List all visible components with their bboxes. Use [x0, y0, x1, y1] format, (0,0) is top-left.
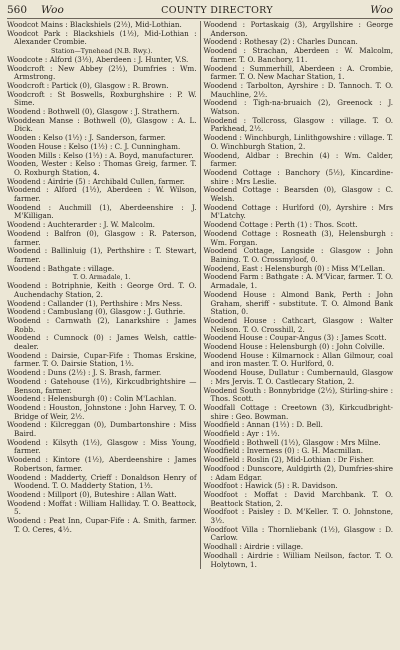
directory-entry: Woodend Cottage : Banchory (5½), Kincardine-shire : Mrs Leslie.: [203, 167, 393, 186]
directory-entry: Woodcroft : New Abbey (2½), Dumfries : Wm. Armstrong.: [7, 63, 197, 82]
directory-entry: Woodend : Moffat : William Halliday. T. O. Beattock, 5.: [7, 498, 197, 517]
directory-entry: Woodend House : Coupar-Angus (3) : James Scott.: [203, 333, 387, 343]
directory-entry: Woodend : Balfron (0), Glasgow : R. Paterson, farmer.: [7, 228, 197, 247]
directory-entry: Woodend : Portaskaig (3), Argyllshire : George Anderson.: [203, 21, 393, 38]
directory-entry: Woodcot Park : Blackshiels (1½), Mid-Lothian : Alexander Crombie.: [7, 28, 197, 47]
directory-entry: Woodend : Ballinluig (1), Perthshire : T. Stewart, farmer.: [7, 246, 197, 264]
directory-entry: Woodend : Cumnock (0) : James Welsh, cattle-dealer.: [7, 333, 197, 352]
directory-entry: Woodend : Botriphnie, Keith : George Ord. T. O. Auchendachy Station, 2.: [7, 281, 197, 299]
directory-entry: Woodend House : Almond Bank, Perth : John Graham, sheriff - substitute. T. O. Almond Bank Station, 0.: [203, 289, 393, 317]
right-column: [201, 21, 394, 569]
directory-entry: Woodfoot : Paisley : D. M'Keller. T. O. Johnstone, 3½.: [203, 507, 393, 526]
directory-entry: Woodend : Cambuslang (0), Glasgow : J. Guthrie.: [7, 307, 186, 317]
directory-entry: Woodend : Summerhill, Aberdeen : A. Crombie, farmer. T. O. New Machar Station, 1.: [203, 63, 393, 82]
directory-entry: Station—Tynehead (N.B. Rwy.).: [51, 47, 153, 56]
directory-entry: Woodend House : Kilmarnock : Allan Gilmour, coal and iron master. T. O. Hurlford, 0.: [203, 350, 393, 369]
directory-entry: Woodhall : Airdrie : village.: [203, 542, 304, 552]
directory-entry: Woodend : Strachan, Aberdeen : W. Malcolm, farmer. T. O. Banchory, 11.: [203, 46, 393, 64]
directory-entry: Woodend : Bothwell (0), Glasgow : J. Strathern.: [7, 107, 180, 117]
header-left-word: Woo: [41, 4, 64, 16]
directory-entry: Woodend : Houston, Johnstone : John Harvey, T. O. Bridge of Weir, 2½.: [7, 402, 197, 421]
directory-entry: Woodend : Rothesay (2) : Charles Duncan.: [203, 37, 358, 47]
directory-entry: Woodend : Helensburgh (0) : Colin M'Lachlan.: [7, 394, 177, 404]
directory-entry: Woodend : Carnwath (2), Lanarkshire : James Robb.: [7, 315, 197, 334]
directory-entry: Woodend House : Cathcart, Glasgow : Walter Neilson. T. O. Crosshill, 2.: [203, 315, 393, 334]
directory-entry: Woodend : Madderty, Crieff : Donaldson Henry of Woodend. T. O. Madderty Station, 1½.: [7, 472, 197, 491]
directory-entry: Woodend : Kilcreggan (0), Dumbartonshire : Miss Baird.: [7, 420, 197, 439]
directory-entry: Woodend Cottage : Hurlford (0), Ayrshire : Mrs M'Latchy.: [203, 202, 393, 221]
directory-entry: Wooden House : Kelso (1½) : C. J. Cunningham.: [7, 141, 181, 151]
header-left: [7, 3, 64, 17]
directory-entry: Woodfood : Dunscore, Auldgirth (2), Dumfries-shire : Adam Edgar.: [203, 463, 393, 482]
directory-entry: Woodfield : Roslin (2), Mid-Lothian : Dr Fisher.: [203, 455, 375, 465]
directory-entry: Woodcote : Alford (3½), Aberdeen : J. Hunter, V.S.: [7, 54, 189, 64]
directory-entry: Woodend : Peat Inn, Cupar-Fife : A. Smith, farmer. T. O. Ceres, 4½.: [7, 516, 197, 534]
left-column: [7, 21, 200, 569]
directory-entry: Woodend : Auchterarder : J. W. Malcolm.: [7, 220, 155, 230]
page-header: [7, 3, 393, 19]
directory-entry: Woodend Cottage : Rosneath (3), Helensburgh : Wm. Forgan.: [203, 228, 393, 247]
directory-entry: Woodfoot : Moffat : David Marchbank. T. O. Beattock Station, 2.: [203, 489, 393, 508]
directory-entry: Woodend : Tollcross, Glasgow : village. T. O. Parkhead, 2½.: [203, 115, 393, 134]
directory-entry: T. O. Armadale, 1.: [72, 273, 131, 282]
directory-entry: Woodfield : Inverness (0) : G. H. Macmillan.: [203, 446, 363, 456]
directory-entry: Woodend Farm : Bathgate : A. M'Vicar, farmer. T. O. Armadale, 1.: [203, 272, 393, 291]
entry-columns: [7, 21, 393, 569]
directory-entry: Woodend : Airdrie (5) : Archibald Cullen, farmer.: [7, 176, 185, 186]
directory-entry: Woodend : Alford (1½), Aberdeen : W. Wilson, farmer.: [7, 185, 197, 204]
directory-entry: Woodend : Bathgate : village.: [7, 263, 115, 273]
directory-entry: Woodend : Duns (2½) : J. S. Brash, farmer.: [7, 368, 162, 378]
directory-entry: Woodend : Kintore (1½), Aberdeenshire : James Robertson, farmer.: [7, 455, 197, 473]
header-right-word: Woo: [370, 4, 393, 16]
page-number: 560: [7, 4, 28, 16]
directory-entry: Woodend House : Helensburgh (0) : John Colville.: [203, 342, 385, 352]
directory-entry: Woodend, East : Helensburgh (0) : Miss M'Lellan.: [203, 263, 386, 273]
directory-entry: Woodend South : Bonnybridge (2½), Stirling-shire : Thos. Scott.: [203, 385, 393, 404]
directory-entry: Woodfoot Villa : Thornliebank (1½), Glasgow : D. Carlow.: [203, 524, 393, 543]
directory-entry: Woodend : Kilsyth (1½), Glasgow : Miss Young, farmer.: [7, 437, 197, 456]
directory-entry: Woodend : Callander (1), Perthshire : Mrs Ness.: [7, 298, 183, 308]
directory-entry: Woodhall : Airdrie : William Neilson, factor. T. O. Holytown, 1.: [203, 550, 393, 569]
directory-entry: Woodend : Tigh-na-bruaich (2), Greenock : J. Watson.: [203, 98, 393, 117]
directory-entry: Wooden, Wester : Kelso : Thomas Greig, farmer. T. O. Roxburgh Station, 4.: [7, 159, 197, 177]
directory-entry: Woodend, Aldbar : Brechin (4) : Wm. Calder, farmer.: [203, 150, 393, 169]
directory-entry: Woodend : Dairsie, Cupar-Fife : Thomas Erskine, farmer. T. O. Dairsie Station, 1½.: [7, 350, 197, 369]
directory-entry: Wooden : Kelso (1½) : J. Sanderson, farmer.: [7, 133, 166, 143]
directory-entry: Woodcroft : St Boswells, Roxburghshire : P. W. Sime.: [7, 89, 197, 108]
directory-entry: Woodend : Tarbolton, Ayrshire : D. Tannoch. T. O. Mauchline, 2½.: [203, 80, 393, 99]
directory-entry: Woodfall Cottage : Creetown (3), Kirkcudbright-shire : Geo. Bowman.: [203, 402, 393, 421]
directory-entry: Woodfield : Annan (1½) : D. Bell.: [203, 420, 323, 430]
directory-entry: Woodend : Millport (0), Buteshire : Allan Watt.: [7, 489, 177, 499]
directory-entry: Woodend : Winchburgh, Linlithgowshire : village. T. O. Winchburgh Station, 2.: [203, 133, 393, 151]
directory-entry: Woodfield : Bothwell (1½), Glasgow : Mrs Milne.: [203, 437, 381, 447]
directory-entry: Woodend : Auchmill (1), Aberdeenshire : J. M'Killigan.: [7, 202, 197, 221]
directory-entry: Woodend Cottage : Bearsden (0), Glasgow : C. Welsh.: [203, 185, 393, 204]
directory-entry: Woodend House, Dullatur : Cumbernauld, Glasgow : Mrs Jervis. T. O. Castlecary Station, 2.: [203, 368, 393, 386]
directory-entry: Woodend Cottage, Langside : Glasgow : John Baining. T. O. Crossmyloof, 0.: [203, 246, 393, 264]
directory-entry: Woodend : Gatehouse (1½), Kirkcudbrightshire — Benson, farmer.: [7, 376, 197, 395]
directory-entry: Woodcot Mains : Blackshiels (2½), Mid-Lothian.: [7, 21, 182, 29]
header-title: COUNTY DIRECTORY: [161, 5, 273, 16]
directory-entry: Woodcroft : Partick (0), Glasgow : R. Brown.: [7, 80, 169, 90]
directory-entry: Woodfoot : Hawick (5) : R. Davidson.: [203, 481, 338, 491]
directory-entry: Woodfield : Ayr : 1½.: [203, 429, 280, 439]
directory-entry: Woodend Cottage : Perth (1) : Thos. Scott.: [203, 220, 358, 230]
directory-entry: Wooddean Manse : Bothwell (0), Glasgow : A. L. Dick.: [7, 115, 197, 134]
directory-entry: Wooden Mills : Kelso (1½) : A. Boyd, manufacturer.: [7, 150, 194, 160]
